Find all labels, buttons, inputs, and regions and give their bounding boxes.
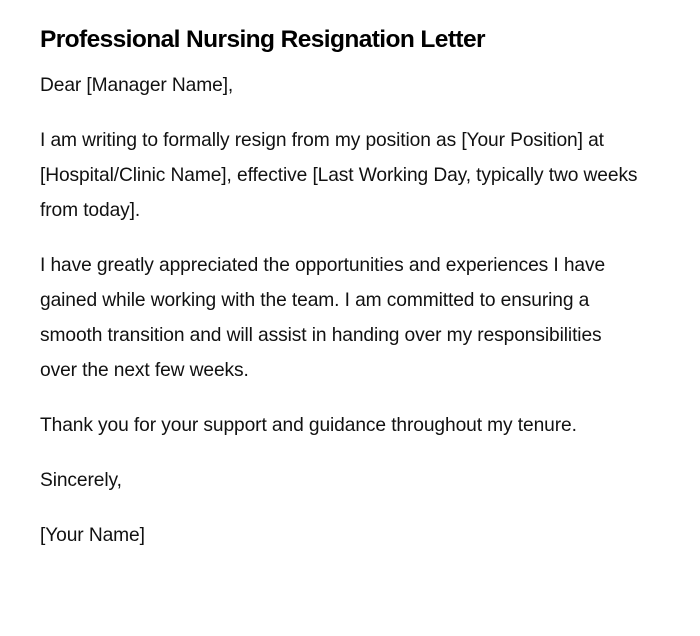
body-paragraph-3: Thank you for your support and guidance throughout my tenure. bbox=[40, 415, 577, 436]
salutation: Dear [Manager Name], bbox=[40, 75, 234, 96]
body-paragraph-1: I am writing to formally resign from my position as [Your Position] at [Hospital/Clinic Name], effective [Last Working Day, typically two weeks from today]. bbox=[40, 130, 638, 221]
letter-title: Professional Nursing Resignation Letter bbox=[40, 26, 485, 53]
closing: Sincerely, bbox=[40, 470, 122, 491]
body-paragraph-2: I have greatly appreciated the opportunities and experiences I have gained while working with the team. I am committed to ensuring a smooth transition and will assist in handing over my responsibilities over the next few weeks. bbox=[40, 255, 606, 381]
letter-document bbox=[40, 22, 640, 573]
signature: [Your Name] bbox=[40, 525, 145, 546]
